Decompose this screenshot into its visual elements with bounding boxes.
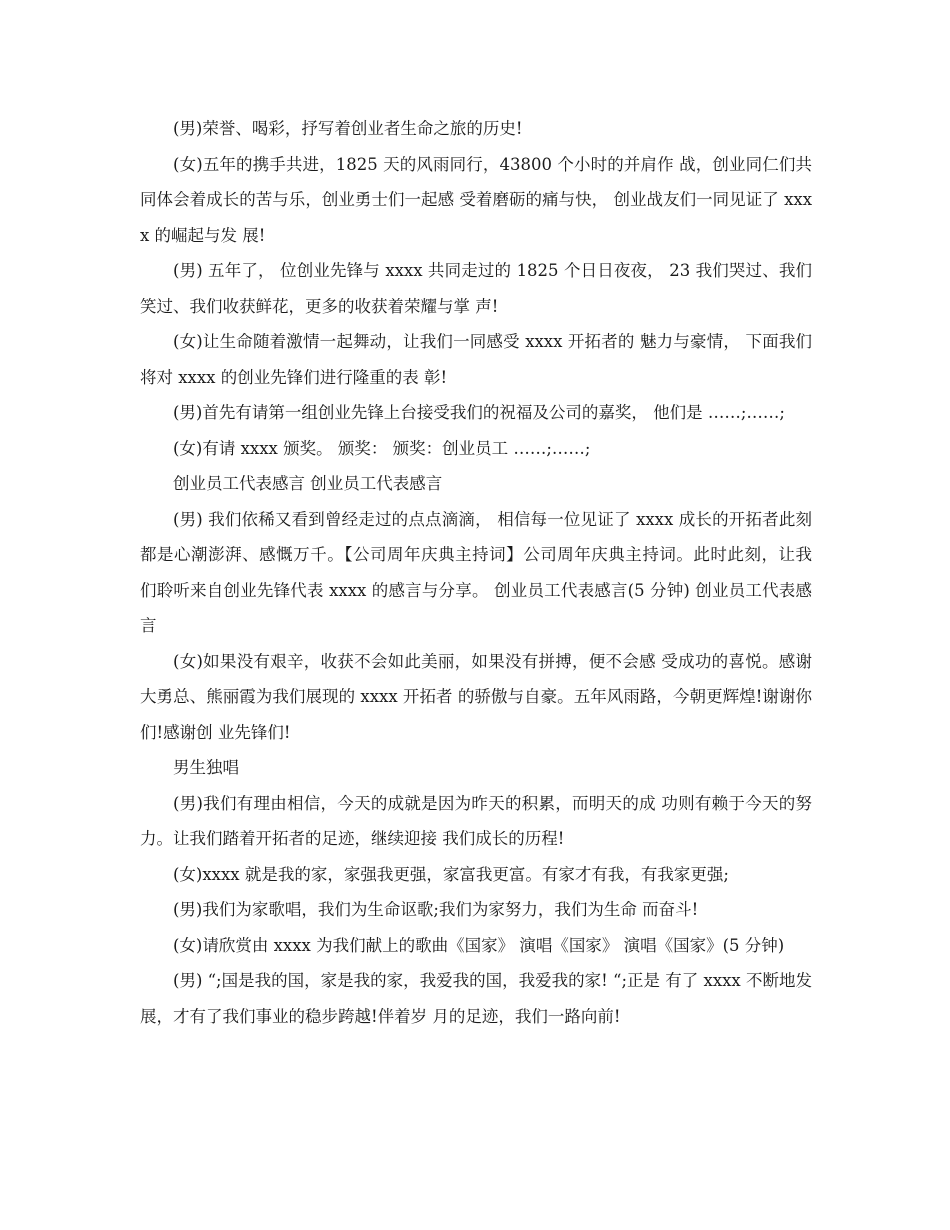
document-body — [140, 111, 812, 1034]
paragraph: (女)如果没有艰辛，收获不会如此美丽，如果没有拼搏，便不会感 受成功的喜悦。感谢大勇总、熊丽霞为我们展现的 xxxx 开拓者 的骄傲与自豪。五年风雨路，今朝更辉煌!谢谢你们!感谢创 业先锋们! — [140, 651, 812, 742]
paragraph: (女)请欣赏由 xxxx 为我们献上的歌曲《国家》 演唱《国家》 演唱《国家》(5 分钟) — [173, 935, 785, 955]
paragraph: (男) 五年了， 位创业先锋与 xxxx 共同走过的 1825 个日日夜夜， 23 我们哭过、我们笑过、我们收获鲜花，更多的收获着荣耀与掌 声! — [140, 261, 812, 316]
paragraph: (男)首先有请第一组创业先锋上台接受我们的祝福及公司的嘉奖， 他们是 ……;……; — [173, 403, 785, 422]
paragraph: (女)有请 xxxx 颁奖。 颁奖： 颁奖：创业员工 ……;……; — [173, 438, 591, 458]
section-heading: 创业员工代表感言 创业员工代表感言 — [173, 474, 443, 493]
paragraph: (女)五年的携手共进，1825 天的风雨同行，43800 个小时的并肩作 战，创业同仁们共同体会着成长的苦与乐，创业勇士们一起感 受着磨砺的痛与快， 创业战友们一同见证了 xxxx 的崛起与发 展! — [140, 154, 812, 245]
section-heading: 男生独唱 — [173, 758, 239, 777]
paragraph: (男)我们有理由相信，今天的成就是因为昨天的积累，而明天的成 功则有赖于今天的努力。让我们踏着开拓者的足迹，继续迎接 我们成长的历程! — [140, 793, 812, 848]
paragraph: (女)让生命随着激情一起舞动，让我们一同感受 xxxx 开拓者的 魅力与豪情， 下面我们将对 xxxx 的创业先锋们进行隆重的表 彰! — [140, 332, 812, 387]
paragraph: (男) 我们依稀又看到曾经走过的点点滴滴， 相信每一位见证了 xxxx 成长的开拓者此刻都是心潮澎湃、感慨万千。【公司周年庆典主持词】公司周年庆典主持词。此时此刻，让我 们聆听来自创业先锋代表 xxxx 的感言与分享。 创业员工代表感言(5 分钟) 创业员工代表感言 — [140, 509, 812, 635]
paragraph: (男)我们为家歌唱，我们为生命讴歌;我们为家努力，我们为生命 而奋斗! — [173, 900, 699, 919]
paragraph: (男) “;国是我的国，家是我的家，我爱我的国，我爱我的家! “;正是 有了 xxxx 不断地发展，才有了我们事业的稳步跨越!伴着岁 月的足迹，我们一路向前! — [140, 971, 812, 1026]
paragraph: (女)xxxx 就是我的家，家强我更强，家富我更富。有家才有我，有我家更强; — [173, 864, 729, 884]
paragraph: (男)荣誉、喝彩，抒写着创业者生命之旅的历史! — [173, 119, 523, 138]
